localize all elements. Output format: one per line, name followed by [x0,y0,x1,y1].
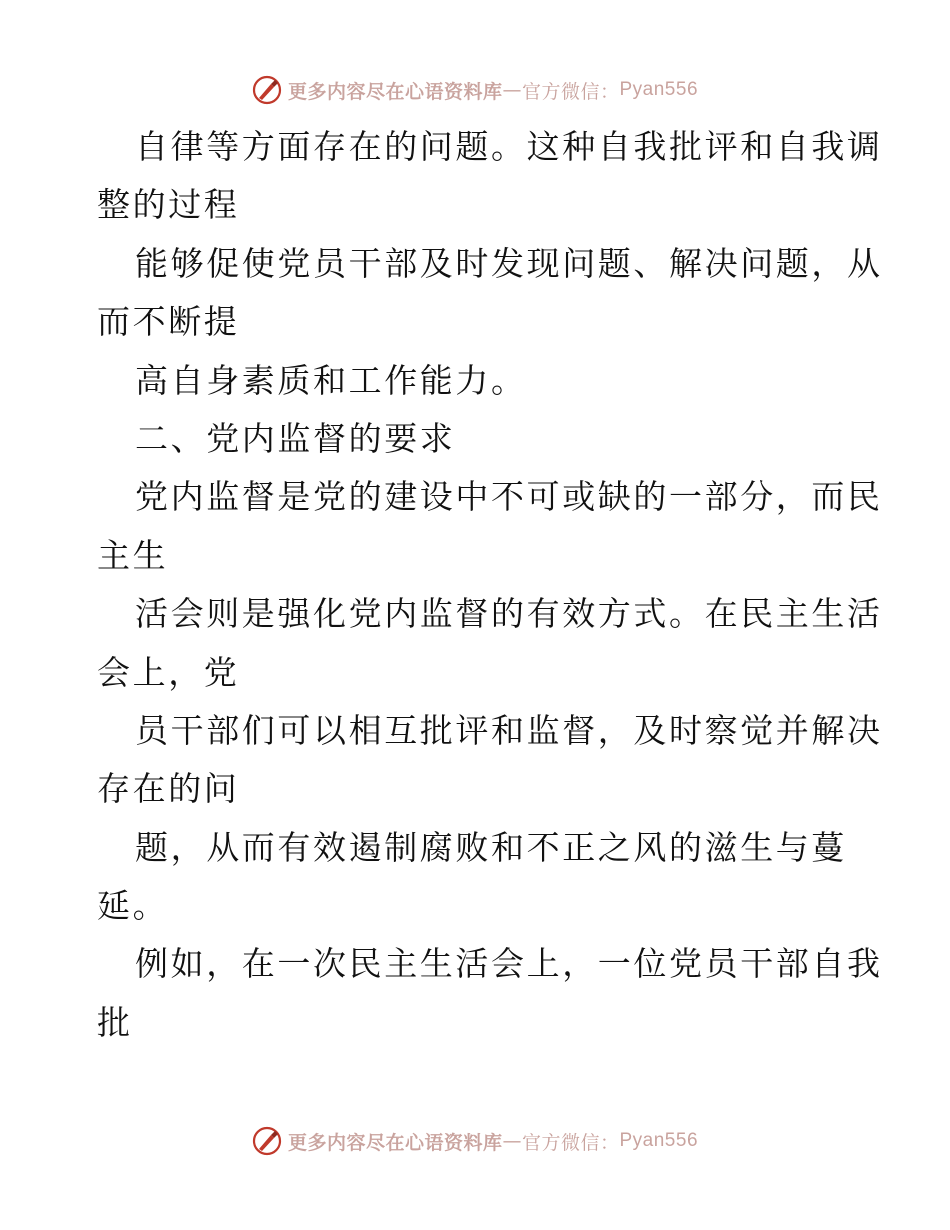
watermark-wechat-label: 官方微信： [521,1131,620,1154]
body-line: 会上，党 [97,652,240,692]
watermark-wechat-id: Pyan556 [619,1130,699,1151]
watermark-wechat-label: 官方微信： [521,80,620,103]
body-line: 员干部们可以相互批评和监督，及时察觉并解决 [135,710,883,750]
body-line: 高自身素质和工作能力。 [135,360,527,400]
watermark-site-text: 更多内容尽在心语资料库 [287,1131,503,1154]
header-watermark [0,72,950,108]
body-line: 整的过程 [97,185,240,225]
body-line: 主生 [97,535,169,575]
body-line: 党内监督是党的建设中不可或缺的一部分，而民 [135,477,883,517]
pen-logo-icon [252,75,282,105]
body-line: 题，从而有效遏制腐败和不正之风的滋生与蔓 [135,827,847,867]
section-heading: 二、党内监督的要求 [135,418,456,458]
body-line: 批 [97,1002,133,1042]
body-line: 例如，在一次民主生活会上，一位党员干部自我 [135,944,883,984]
watermark-separator: — [502,1130,522,1152]
body-line: 活会则是强化党内监督的有效方式。在民主生活 [135,594,883,634]
watermark-separator: — [502,79,522,101]
watermark-wechat-id: Pyan556 [619,79,699,100]
body-line: 延。 [97,886,169,926]
pen-logo-icon [252,1126,282,1156]
watermark-site-text: 更多内容尽在心语资料库 [287,80,503,103]
body-line: 能够促使党员干部及时发现问题、解决问题，从 [135,243,883,283]
body-line: 存在的问 [97,769,240,809]
document-body [97,118,883,1052]
footer-watermark [0,1123,950,1159]
body-line: 自律等方面存在的问题。这种自我批评和自我调 [135,127,883,166]
body-line: 而不断提 [97,302,240,342]
